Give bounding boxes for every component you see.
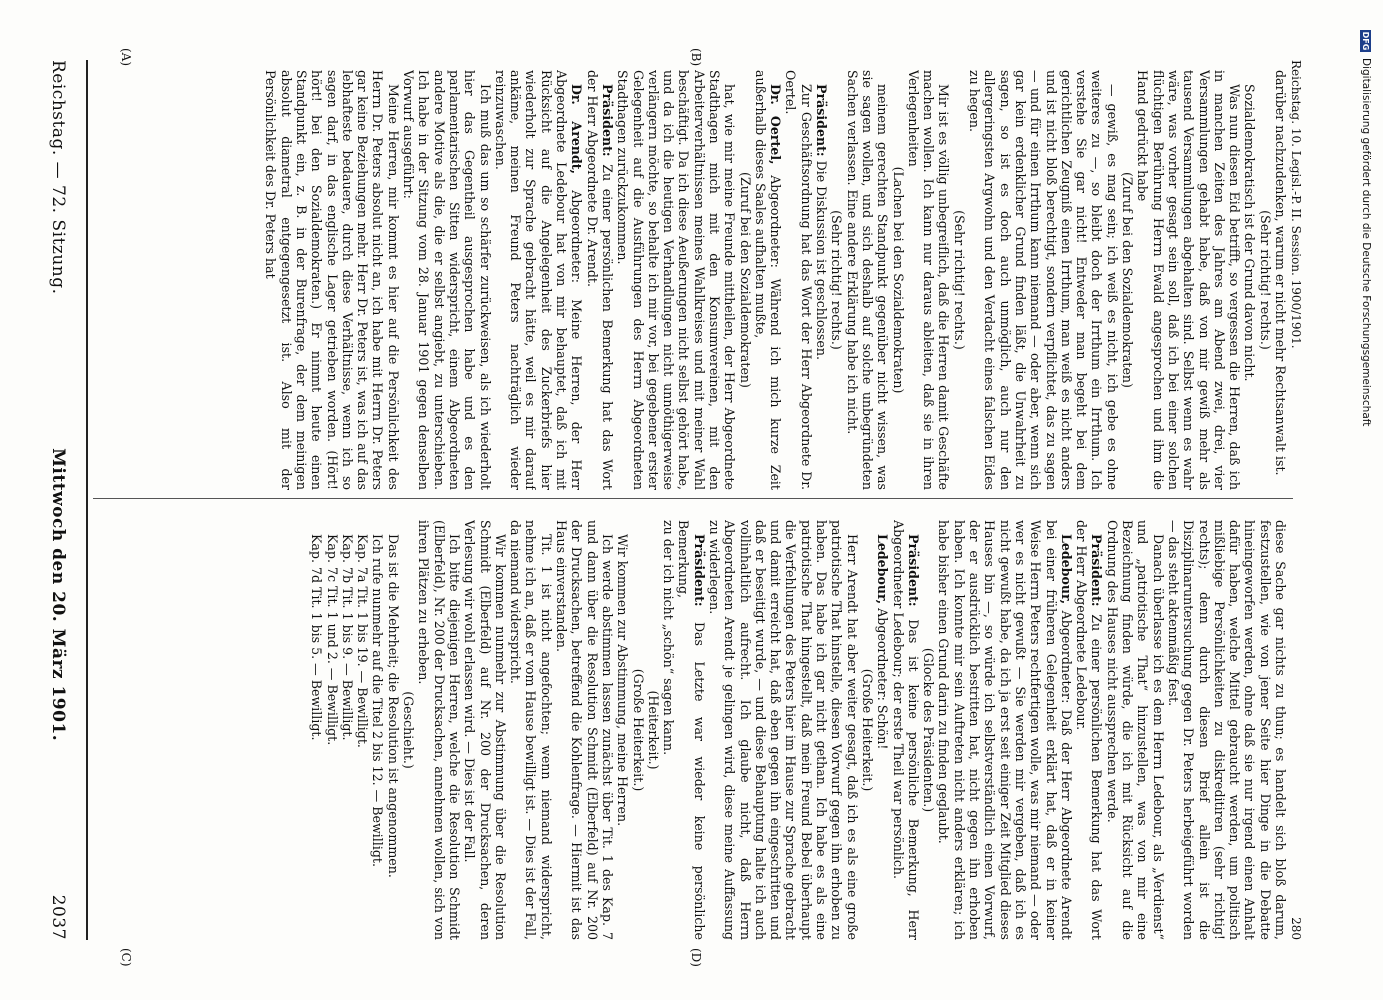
paragraph: (Sehr richtig! rechts.) bbox=[829, 210, 845, 350]
paragraph: Zur Geschäftsordnung hat das Wort der Herr Abgeordnete Dr. Oertel. bbox=[783, 70, 814, 490]
paragraph: Präsident: Zu einer persönlichen Bemerkung hat das Wort der Herr Abgeordnete Dr. Arendt. bbox=[584, 70, 615, 490]
paragraph: Präsident: Das ist keine persönliche Bemerkung, Herr Abgeordneter Ledebour; der erste Theil war persönlich. bbox=[890, 520, 921, 940]
paragraph: darüber nachzudenken, warum er nicht mehr Rechtsanwalt ist. bbox=[1273, 70, 1288, 476]
speaker-name: Präsident: bbox=[691, 534, 707, 607]
paragraph: Was nun diesen Eid betrifft, so vergessen die Herren, daß ich in manchen Zeiten des Jahres am Abend zwei, drei, vier Versammlungen gehabt habe, daß von mir gewiß mehr als tausend Versammlungen abgehalten sind. Selbst wenn es wahr wäre, was vorher gesagt sein soll, daß ich bei einer solchen flüchtigen Berührung Herrn Ewald angesprochen und ihm die Hand gedrückt habe bbox=[1135, 70, 1243, 490]
speaker-name: Präsident: bbox=[1089, 534, 1105, 607]
speaker-name: Präsident: bbox=[599, 84, 615, 157]
speaker-name: Ledebour, bbox=[875, 534, 891, 605]
paragraph: Kap. 7a Tit. 1 bis 19. — Bewilligt. bbox=[355, 534, 371, 748]
paragraph: (Große Heiterkeit.) bbox=[859, 668, 875, 792]
paragraph: diese Sache gar nichts zu thun; es handelt sich bloß darum, festzustellen, wie von jener Seite hier Dinge in die Debatte hineingeworfen werden, ohne daß sie nur irgend einen Anhalt dafür haben, welche Mittel gebraucht werden, um politisch mißliebige Persönlichkeiten zu diskreditiren (sehr richtig! rechts); denn durch diesen Brief allein ist die Disziplinaruntersuchung gegen Dr. Peters herbeigeführt worden — das steht aktenmäßig fest. bbox=[1165, 520, 1288, 940]
paragraph: Präsident: Das Letzte war wieder keine persönliche Bemerkung, bbox=[676, 520, 707, 940]
right-column bbox=[98, 520, 1288, 940]
paragraph: Ich werde abstimmen lassen zunächst über Tit. 1 des Kap. 7 und dann über die Resolution Schmidt (Elberfeld) auf Nr. 200 der Drucksachen, betreffend die Kohlenfrage. — Hiermit ist das Haus einverstanden. bbox=[554, 520, 615, 940]
paragraph: zu der ich nicht „schön“ sagen kann. bbox=[661, 520, 677, 756]
paragraph: Präsident: Die Diskussion ist geschlossen. bbox=[814, 84, 830, 360]
header-left: Reichstag. — 72. Sitzung. bbox=[48, 60, 68, 295]
paragraph: (Heiterkeit.) bbox=[645, 690, 661, 770]
paragraph: Sozialdemokratisch ist der Grund davon nicht. bbox=[1242, 84, 1258, 382]
paragraph: meinem gerechten Standpunkt gegenüber nicht wissen, was sie sagen wollen, und sich deshalb auf solche unbegründeten Sachen verlassen. Eine andere Erklärung habe ich nicht. bbox=[844, 70, 891, 490]
margin-mark-d: (D) bbox=[689, 948, 703, 967]
paragraph: Ich muß das um so schärfer zurückweisen, als ich wiederholt hier das Gegentheil ausgesprochen habe und es den parlamentarischen Sitten widerspricht, einem Abgeordneten andere Motive als die, die er selbst angiebt, zu unterschieben. Ich habe in der Sitzung vom 28. Januar 1901 gegen denselben Vorwurf ausgeführt: bbox=[401, 70, 493, 490]
paragraph: Ich rufe nunmehr auf die Titel 2 bis 12. — Bewilligt. bbox=[370, 534, 386, 867]
paragraph: Kap. 7b Tit. 1 bis 9. — Bewilligt. bbox=[339, 534, 355, 741]
paragraph: Mir ist es völlig unbegreiflich, daß die Herren damit Geschäfte machen wollen. Ich kann nur daraus ableiten, daß sie in ihren Verlegenheiten bbox=[905, 70, 952, 490]
dfg-logo-icon: DFG bbox=[1361, 31, 1371, 51]
speaker-name: Präsident: bbox=[814, 84, 830, 157]
footer-sheet-number: 280 bbox=[1289, 917, 1303, 940]
page-header bbox=[43, 60, 73, 940]
paragraph: (Zuruf bei den Sozialdemokraten) bbox=[1120, 172, 1136, 388]
speaker-name: Präsident: bbox=[905, 534, 921, 607]
paragraph: (Geschieht.) bbox=[401, 691, 417, 769]
paragraph: Wir kommen zur Abstimmung, meine Herren. bbox=[615, 534, 631, 827]
page-number: 2037 bbox=[48, 894, 68, 940]
paragraph: (Glocke des Präsidenten.) bbox=[921, 647, 937, 813]
paragraph: hat, wie mir meine Freunde mittheilen, der Herr Abgeordnete Stadthagen mich mit den Konsumvereinen, mit den Arbeiterverhältnissen meines Wahlkreises und mit meiner Wahl beschäftigt. Da ich diese Aeußerungen nicht selbst gehört habe, und da ich die heutigen Verhandlungen nicht unnöthigerweise verlängern möchte, so behalte ich mir vor, bei gegebener erster Gelegenheit auf die Ausführungen des Herrn Abgeordneten Stadthagen zurückzukommen. bbox=[615, 70, 738, 490]
paragraph: Wir kommen nunmehr zur Abstimmung über die Resolution Schmidt (Elberfeld) auf Nr. 200 der Drucksachen, deren Verlesung wir wohl erlassen wird. — Dies ist der Fall. bbox=[462, 520, 508, 940]
paragraph: (Sehr richtig! rechts.) bbox=[951, 210, 967, 350]
paragraph: Kap. 7d Tit. 1 bis 5. — Bewilligt. bbox=[309, 534, 325, 741]
speaker-name: Ledebour, bbox=[1058, 534, 1074, 605]
column-divider bbox=[93, 498, 1293, 499]
speaker-name: Dr. Arendt, bbox=[569, 84, 585, 175]
paragraph: Dr. Arendt, Abgeordneter: Meine Herren, der Herr Abgeordnete Ledebour hat von mir behauptet, daß ich mit Rücksicht auf die Angelegenheit des Zuckerbriefs hier wiederholt zur Sprache gebracht hätte, weil es mir darauf ankäme, meinen Freund Peters nachträglich wieder reinzuwaschen. bbox=[492, 70, 585, 490]
paragraph: Danach überlasse ich es dem Herrn Ledebour, als „Verdienst“ und „patriotische That“ hinzustellen, was von mir eine Bezeichnung finden würde, die ich mit Rücksicht auf die Ordnung des Hauses nicht aussprechen werde. bbox=[1104, 520, 1166, 940]
paragraph: — gewiß, es mag sein; ich weiß es nicht, ich gebe es ohne weiteres zu —, so bleibt doch der Irrthum ein Irrthum. Ich verstehe Sie gar nicht! Entweder man begeht bei dem gerichtlichen Zeugniß einen Irrthum, man weiß es nicht anders und ist nicht bloß berechtigt, sondern verpflichtet, das zu sagen — und für einen Irrthum kann niemand — oder aber, wenn sich gar kein erdenklicher Grund finden läßt, die Unwahrheit zu sagen, so ist es doch auch unmöglich, auch nur den allergeringsten Argwohn und den Verdacht eines falschen Eides zu hegen. bbox=[967, 70, 1120, 490]
margin-mark-c: (C) bbox=[119, 948, 133, 967]
paragraph: Ich bitte diejenigen Herren, welche die Resolution Schmidt (Elberfeld), Nr. 200 der Drucksachen, annehmen wollen, sich von ihren Plätzen zu erheben. bbox=[416, 520, 462, 940]
paragraph: (Lachen bei den Sozialdemokraten) bbox=[890, 166, 906, 394]
paragraph: Meine Herren, mir kommt es hier auf die Persönlichkeit des Herrn Dr. Peters absolut nicht an, ich habe mit Herrn Dr. Peters gar keine Beziehungen mehr. Herr Dr. Peters ist, was ich auf das lebhafteste bedauere, durch diese Verhältnisse, wenn ich so sagen darf, in das englische Lager getrieben worden. (Hört! hört! bei den Sozialdemokraten.) Er nimmt heute einen Standpunkt ein, z. B. in der Burenfrage, der dem meinigen absolut diametral entgegengesetzt ist. Also mit der Persönlichkeit des Dr. Peters hat bbox=[263, 70, 401, 490]
footer-session: Reichstag. 10. Legisl.-P. II. Session. 1900/1901. bbox=[1289, 60, 1303, 349]
paragraph: (Große Heiterkeit.) bbox=[630, 668, 646, 792]
margin-mark-a: (A) bbox=[119, 48, 133, 67]
margin-mark-b: (B) bbox=[689, 48, 703, 67]
paragraph: Das ist die Mehrheit; die Resolution ist angenommen. bbox=[385, 534, 401, 878]
header-rule bbox=[86, 60, 88, 940]
header-date: Mittwoch den 20. März 1901. bbox=[48, 448, 68, 742]
paragraph: Ledebour, Abgeordneter: Schön! bbox=[875, 534, 891, 750]
paragraph: (Sehr richtig! rechts.) bbox=[1257, 210, 1273, 350]
paragraph: Präsident: Zu einer persönlichen Bemerkung hat das Wort der Herr Abgeordnete Ledebour. bbox=[1074, 520, 1105, 940]
digitization-note bbox=[1359, 30, 1373, 990]
digitization-text: Digitalisierung gefördert durch die Deutsche Forschungsgemeinschaft bbox=[1360, 58, 1372, 427]
paragraph: (Zuruf bei den Sozialdemokraten) bbox=[737, 172, 753, 388]
paragraph: Ledebour, Abgeordneter: Daß der Herr Abgeordnete Arendt bei einer früheren Gelegenheit erklärt hat, daß er in keiner Weise Herrn Peters rechtfertigen wolle, was mir niemand — oder wer es nicht gewußt — Sie werden mir vergeben, daß ich es nicht gewußt habe, da ich ja erst seit einiger Zeit Mitglied dieses Hauses bin —, so würde ich selbstverständlich einen Vorwurf, der er ausdrücklich bestritten hat, nicht gegen ihn erhoben haben. Ich konnte mir sein Auftreten nicht anders erklären; ich habe bisher einen Grund darin zu finden geglaubt. bbox=[936, 520, 1074, 940]
left-column bbox=[98, 70, 1288, 490]
paragraph: Tit. 1 ist nicht angefochten; wenn niemand widerspricht, nehme ich an, daß er vom Hause bewilligt ist. — Dies ist der Fall, da niemand widerspricht. bbox=[508, 520, 554, 940]
paragraph: Kap. 7c Tit. 1 und 2. — Bewilligt. bbox=[324, 534, 340, 746]
paragraph: Herr Arendt hat aber weiter gesagt, daß ich es als eine große patriotische That hinstelle, diesen Vorwurf gegen ihn erhoben zu haben. Das habe ich gar nicht gethan. Ich habe es als eine patriotische That hingestellt, daß mein Freund Bebel überhaupt die Verfehlungen des Peters hier im Hause zur Sprache gebracht und damit erreicht hat, daß eben gegen ihn eingeschritten und daß er beseitigt wurde, — und diese Behauptung halte ich auch vollinhaltlich aufrecht. Ich glaube nicht, daß Herrn Abgeordneten Arendt je gelingen wird, diese meine Auffassung zu widerlegen. bbox=[707, 520, 860, 940]
speaker-name: Dr. Oertel, bbox=[768, 84, 784, 165]
paragraph: Dr. Oertel, Abgeordneter: Während ich mich kurze Zeit außerhalb dieses Saales aufhalten mußte, bbox=[752, 70, 784, 490]
